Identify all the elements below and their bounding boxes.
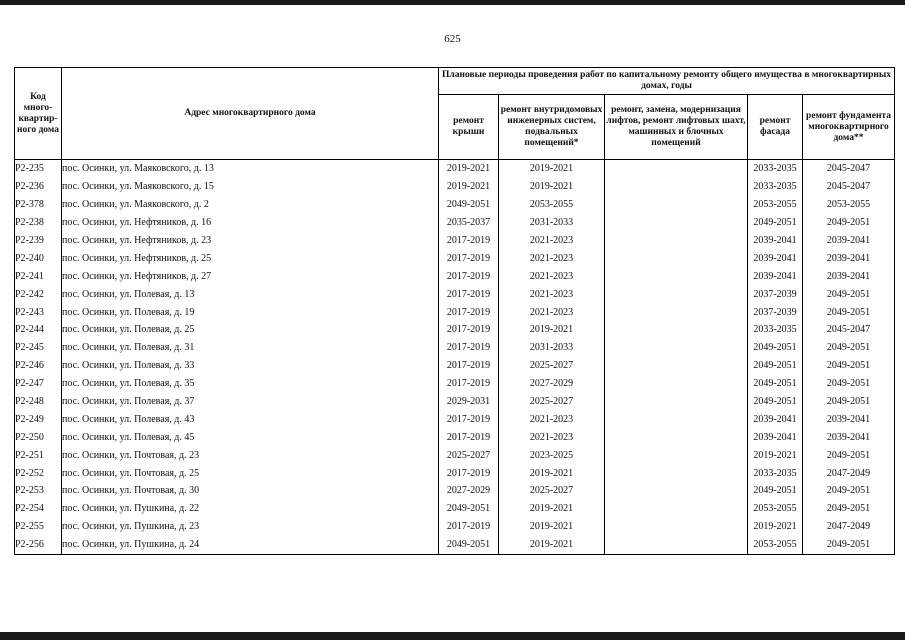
cell-engineering: 2025-2027: [499, 357, 605, 375]
scan-border-top: [0, 0, 905, 5]
cell-elevators: [605, 518, 748, 536]
cell-elevators: [605, 410, 748, 428]
cell-engineering: 2019-2021: [499, 464, 605, 482]
cell-engineering: 2031-2033: [499, 214, 605, 232]
cell-facade: 2033-2035: [748, 321, 803, 339]
cell-facade: 2037-2039: [748, 285, 803, 303]
cell-foundation: 2049-2051: [803, 357, 895, 375]
cell-address: пос. Осинки, ул. Маяковского, д. 13: [62, 160, 439, 178]
header-address: Адрес многоквартирного дома: [62, 68, 439, 160]
table-row: [15, 267, 895, 285]
cell-facade: 2049-2051: [748, 482, 803, 500]
cell-elevators: [605, 375, 748, 393]
cell-code: Р2-249: [15, 410, 62, 428]
cell-facade: 2019-2021: [748, 518, 803, 536]
cell-engineering: 2019-2021: [499, 536, 605, 554]
cell-engineering: 2019-2021: [499, 321, 605, 339]
table-row: [15, 500, 895, 518]
cell-engineering: 2021-2023: [499, 285, 605, 303]
cell-address: пос. Осинки, ул. Нефтяников, д. 25: [62, 249, 439, 267]
cell-elevators: [605, 303, 748, 321]
cell-roof: 2049-2051: [439, 196, 499, 214]
table-row: [15, 178, 895, 196]
cell-code: Р2-247: [15, 375, 62, 393]
cell-address: пос. Осинки, ул. Нефтяников, д. 23: [62, 232, 439, 250]
table-row: [15, 536, 895, 554]
table-body: [15, 160, 895, 555]
cell-facade: 2049-2051: [748, 393, 803, 411]
cell-address: пос. Осинки, ул. Пушкина, д. 23: [62, 518, 439, 536]
cell-address: пос. Осинки, ул. Полевая, д. 25: [62, 321, 439, 339]
cell-foundation: 2039-2041: [803, 410, 895, 428]
cell-engineering: 2021-2023: [499, 410, 605, 428]
cell-roof: 2017-2019: [439, 267, 499, 285]
cell-facade: 2033-2035: [748, 160, 803, 178]
cell-foundation: 2039-2041: [803, 428, 895, 446]
scan-border-bottom: [0, 632, 905, 640]
table-row: [15, 482, 895, 500]
cell-foundation: 2049-2051: [803, 536, 895, 554]
cell-facade: 2033-2035: [748, 178, 803, 196]
cell-address: пос. Осинки, ул. Почтовая, д. 23: [62, 446, 439, 464]
cell-foundation: 2049-2051: [803, 285, 895, 303]
cell-elevators: [605, 536, 748, 554]
table-row: [15, 303, 895, 321]
cell-address: пос. Осинки, ул. Маяковского, д. 2: [62, 196, 439, 214]
cell-facade: 2053-2055: [748, 500, 803, 518]
cell-foundation: 2049-2051: [803, 482, 895, 500]
cell-roof: 2017-2019: [439, 410, 499, 428]
cell-engineering: 2023-2025: [499, 446, 605, 464]
cell-facade: 2039-2041: [748, 232, 803, 250]
cell-address: пос. Осинки, ул. Полевая, д. 33: [62, 357, 439, 375]
cell-elevators: [605, 214, 748, 232]
cell-facade: 2049-2051: [748, 375, 803, 393]
table-row: [15, 446, 895, 464]
cell-address: пос. Осинки, ул. Полевая, д. 45: [62, 428, 439, 446]
cell-foundation: 2047-2049: [803, 518, 895, 536]
table-row: [15, 428, 895, 446]
cell-roof: 2029-2031: [439, 393, 499, 411]
cell-foundation: 2049-2051: [803, 214, 895, 232]
cell-foundation: 2045-2047: [803, 160, 895, 178]
cell-address: пос. Осинки, ул. Нефтяников, д. 27: [62, 267, 439, 285]
cell-elevators: [605, 196, 748, 214]
header-facade: ремонт фасада: [748, 95, 803, 160]
cell-elevators: [605, 446, 748, 464]
header-engineering: ремонт внутридомовых инженерных систем, подвальных помещений*: [499, 95, 605, 160]
cell-roof: 2027-2029: [439, 482, 499, 500]
cell-code: Р2-236: [15, 178, 62, 196]
cell-roof: 2017-2019: [439, 518, 499, 536]
cell-facade: 2037-2039: [748, 303, 803, 321]
cell-elevators: [605, 267, 748, 285]
cell-roof: 2017-2019: [439, 232, 499, 250]
table-row: [15, 339, 895, 357]
cell-address: пос. Осинки, ул. Почтовая, д. 30: [62, 482, 439, 500]
cell-engineering: 2019-2021: [499, 160, 605, 178]
cell-code: Р2-246: [15, 357, 62, 375]
cell-engineering: 2053-2055: [499, 196, 605, 214]
cell-elevators: [605, 464, 748, 482]
cell-elevators: [605, 178, 748, 196]
cell-foundation: 2045-2047: [803, 178, 895, 196]
table-header: [15, 68, 895, 160]
cell-address: пос. Осинки, ул. Полевая, д. 43: [62, 410, 439, 428]
cell-elevators: [605, 249, 748, 267]
cell-facade: 2049-2051: [748, 357, 803, 375]
cell-roof: 2049-2051: [439, 500, 499, 518]
cell-engineering: 2021-2023: [499, 428, 605, 446]
header-roof: ремонт крыши: [439, 95, 499, 160]
cell-roof: 2017-2019: [439, 339, 499, 357]
cell-foundation: 2039-2041: [803, 267, 895, 285]
cell-foundation: 2039-2041: [803, 232, 895, 250]
cell-facade: 2039-2041: [748, 249, 803, 267]
cell-engineering: 2021-2023: [499, 267, 605, 285]
table-row: [15, 214, 895, 232]
header-planned-periods: Плановые периоды проведения работ по капитальному ремонту общего имущества в многоквартирных домах, годы: [439, 68, 895, 95]
cell-code: Р2-255: [15, 518, 62, 536]
cell-facade: 2039-2041: [748, 410, 803, 428]
cell-foundation: 2049-2051: [803, 446, 895, 464]
cell-code: Р2-253: [15, 482, 62, 500]
cell-roof: 2017-2019: [439, 464, 499, 482]
cell-code: Р2-240: [15, 249, 62, 267]
cell-address: пос. Осинки, ул. Почтовая, д. 25: [62, 464, 439, 482]
cell-engineering: 2019-2021: [499, 178, 605, 196]
cell-elevators: [605, 321, 748, 339]
cell-code: Р2-378: [15, 196, 62, 214]
table-row: [15, 393, 895, 411]
cell-roof: 2017-2019: [439, 357, 499, 375]
cell-address: пос. Осинки, ул. Полевая, д. 37: [62, 393, 439, 411]
table-row: [15, 232, 895, 250]
cell-code: Р2-254: [15, 500, 62, 518]
cell-engineering: 2025-2027: [499, 482, 605, 500]
cell-elevators: [605, 160, 748, 178]
cell-foundation: 2039-2041: [803, 249, 895, 267]
cell-elevators: [605, 428, 748, 446]
cell-engineering: 2021-2023: [499, 249, 605, 267]
cell-code: Р2-251: [15, 446, 62, 464]
cell-foundation: 2049-2051: [803, 303, 895, 321]
table-row: [15, 160, 895, 178]
cell-address: пос. Осинки, ул. Нефтяников, д. 16: [62, 214, 439, 232]
cell-facade: 2033-2035: [748, 464, 803, 482]
cell-foundation: 2049-2051: [803, 393, 895, 411]
cell-facade: 2019-2021: [748, 446, 803, 464]
cell-code: Р2-243: [15, 303, 62, 321]
cell-roof: 2025-2027: [439, 446, 499, 464]
cell-code: Р2-238: [15, 214, 62, 232]
cell-foundation: 2049-2051: [803, 500, 895, 518]
cell-engineering: 2027-2029: [499, 375, 605, 393]
cell-facade: 2039-2041: [748, 267, 803, 285]
cell-code: Р2-235: [15, 160, 62, 178]
cell-roof: 2017-2019: [439, 321, 499, 339]
cell-code: Р2-256: [15, 536, 62, 554]
capital-repair-table: [14, 67, 895, 555]
cell-code: Р2-252: [15, 464, 62, 482]
cell-engineering: 2025-2027: [499, 393, 605, 411]
cell-foundation: 2053-2055: [803, 196, 895, 214]
cell-code: Р2-239: [15, 232, 62, 250]
cell-code: Р2-245: [15, 339, 62, 357]
table-row: [15, 357, 895, 375]
cell-elevators: [605, 357, 748, 375]
table-row: [15, 285, 895, 303]
cell-engineering: 2019-2021: [499, 500, 605, 518]
page-number: 625: [444, 33, 461, 45]
cell-foundation: 2045-2047: [803, 321, 895, 339]
table-row: [15, 321, 895, 339]
cell-elevators: [605, 500, 748, 518]
cell-roof: 2019-2021: [439, 160, 499, 178]
cell-address: пос. Осинки, ул. Пушкина, д. 24: [62, 536, 439, 554]
cell-elevators: [605, 393, 748, 411]
cell-engineering: 2021-2023: [499, 303, 605, 321]
cell-engineering: 2019-2021: [499, 518, 605, 536]
cell-roof: 2019-2021: [439, 178, 499, 196]
cell-roof: 2017-2019: [439, 375, 499, 393]
cell-address: пос. Осинки, ул. Полевая, д. 19: [62, 303, 439, 321]
cell-code: Р2-241: [15, 267, 62, 285]
cell-foundation: 2047-2049: [803, 464, 895, 482]
cell-facade: 2049-2051: [748, 339, 803, 357]
cell-roof: 2017-2019: [439, 303, 499, 321]
cell-facade: 2053-2055: [748, 196, 803, 214]
table-row: [15, 464, 895, 482]
cell-facade: 2053-2055: [748, 536, 803, 554]
cell-engineering: 2021-2023: [499, 232, 605, 250]
header-foundation: ремонт фундамента многоквартирного дома**: [803, 95, 895, 160]
cell-facade: 2039-2041: [748, 428, 803, 446]
cell-address: пос. Осинки, ул. Пушкина, д. 22: [62, 500, 439, 518]
cell-address: пос. Осинки, ул. Полевая, д. 31: [62, 339, 439, 357]
cell-address: пос. Осинки, ул. Полевая, д. 13: [62, 285, 439, 303]
cell-roof: 2017-2019: [439, 428, 499, 446]
table-row: [15, 249, 895, 267]
cell-code: Р2-244: [15, 321, 62, 339]
table-row: [15, 518, 895, 536]
cell-foundation: 2049-2051: [803, 375, 895, 393]
cell-foundation: 2049-2051: [803, 339, 895, 357]
table-row: [15, 410, 895, 428]
cell-code: Р2-248: [15, 393, 62, 411]
cell-code: Р2-242: [15, 285, 62, 303]
cell-roof: 2035-2037: [439, 214, 499, 232]
cell-address: пос. Осинки, ул. Маяковского, д. 15: [62, 178, 439, 196]
cell-roof: 2049-2051: [439, 536, 499, 554]
cell-address: пос. Осинки, ул. Полевая, д. 35: [62, 375, 439, 393]
cell-engineering: 2031-2033: [499, 339, 605, 357]
cell-elevators: [605, 482, 748, 500]
cell-facade: 2049-2051: [748, 214, 803, 232]
cell-roof: 2017-2019: [439, 285, 499, 303]
cell-elevators: [605, 285, 748, 303]
cell-elevators: [605, 339, 748, 357]
header-elevators: ремонт, замена, модернизация лифтов, ремонт лифтовых шахт, машинных и блочных помещений: [605, 95, 748, 160]
cell-roof: 2017-2019: [439, 249, 499, 267]
cell-code: Р2-250: [15, 428, 62, 446]
table-row: [15, 375, 895, 393]
header-code: Код много-квартир-ного дома: [15, 68, 62, 160]
table-row: [15, 196, 895, 214]
cell-elevators: [605, 232, 748, 250]
